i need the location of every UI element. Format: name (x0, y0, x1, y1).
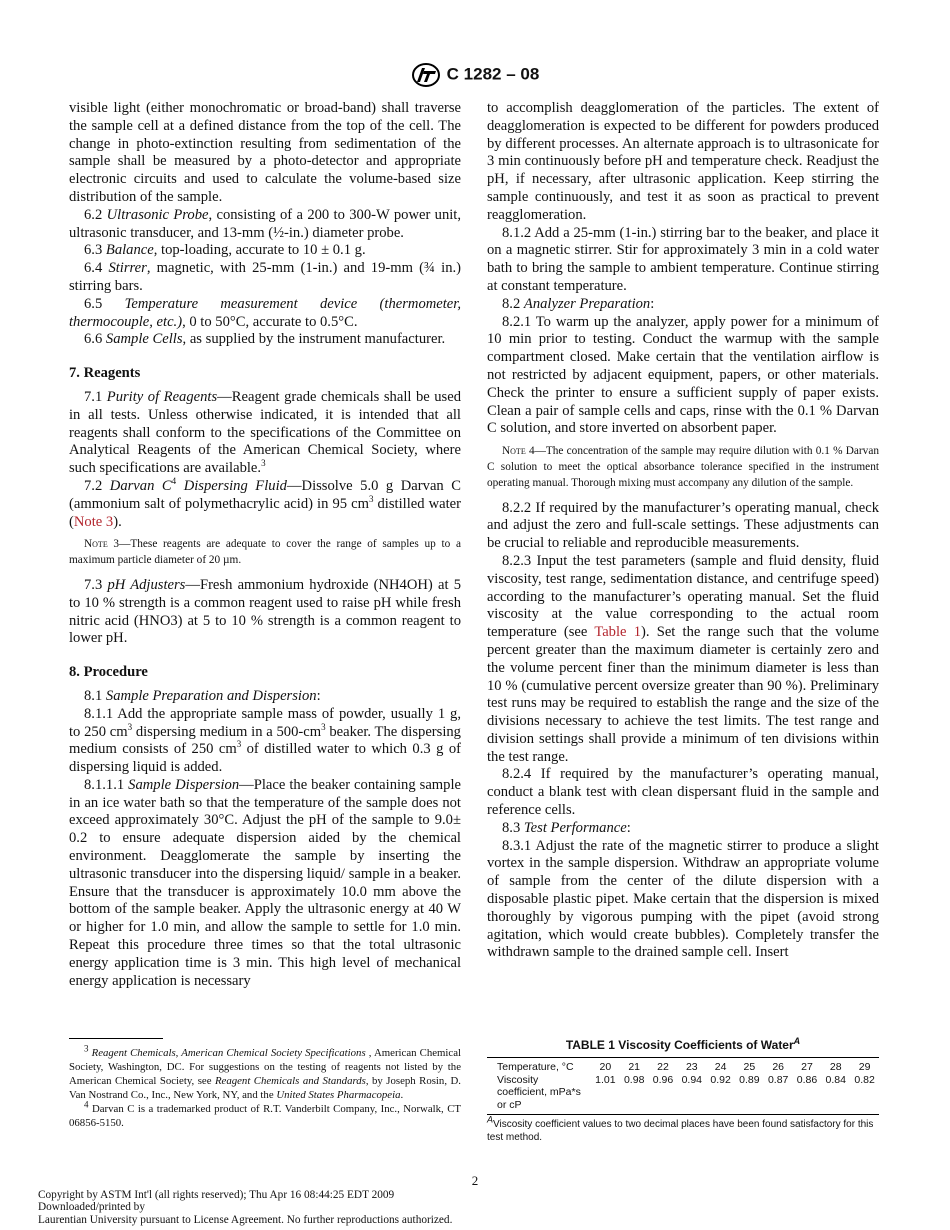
section-8-1-1-1: 8.1.1.1 Sample Dispersion—Place the beaker containing sample in an ice water bath so that the temperature of the sample does not exceed approximately 30°C. Adjust the pH of the sample to 9.0± 0.2 to ensure adequate dispersion aided by the chemical environment. Deagglomerate the sample by inserting the ultrasonic transducer into the dispersing liquid/ sample in a beaker. Ensure that the transducer is approximately 10.0 mm above the bottom of the sample beaker. Apply the ultrasonic energy at 40 W or higher for 1.0 min, and allow the sample to settle for 1.0 min. Repeat this procedure three times so that the total ultrasonic energy application time is 3 min. This high level of mechanical energy application is necessary (69, 776, 461, 989)
table-cell: 0.86 (796, 1073, 818, 1086)
section-8-2: 8.2 Analyzer Preparation: (502, 295, 655, 312)
table-cell: 25 (743, 1061, 756, 1073)
table-cell: 0.94 (681, 1073, 702, 1086)
standard-designation: C 1282 – 08 (446, 64, 540, 84)
left-column (69, 100, 461, 990)
section-8-2-3: 8.2.3 Input the test parameters (sample and fluid density, fluid viscosity, test range, sedimentation distance, and centrifuge speed) according to the manufacturer’s operating manual. Set the fluid viscosity at the value corresponding to the actual room temperature (see Table 1). Set the range such that the volume percent greater than the maximum diameter is certainly zero and the volume percent finer than the minimum diameter is less than 10 % (cumulative percent oversize greater than 90 %). Preliminary test runs may be required to establish the range and the size of the divisions necessary to achieve the test limits. The test range and division settings shall provide a minimum of ten divisions within the test range. (487, 552, 880, 765)
table-1 (487, 1038, 879, 1144)
table-cell: 22 (657, 1061, 669, 1073)
section-8-2-4: 8.2.4 If required by the manufacturer’s operating manual, conduct a blank test with clean dispersant fluid in the sample and reference cells. (487, 766, 879, 819)
section-8-3-1: 8.3.1 Adjust the rate of the magnetic stirrer to produce a slight vortex in the sample dispersion. Withdraw an appropriate volume of sample from the center of the dilute dispersion with a disposable plastic pipet. Make certain that the dispersion is mixed thoroughly by vigorous pumping with the pipet (avoid strong agitation, which would create bubbles). Completely transfer the withdrawn sample to the drained sample cell. Insert (487, 837, 879, 961)
table-cell: 1.01 (595, 1073, 616, 1086)
table-footnote: $^A$Viscosity coefficient values to two decimal places have been found satisfactory for this test method. (487, 1114, 874, 1143)
table-cell: 24 (714, 1061, 727, 1073)
right-column (487, 100, 879, 962)
section-8-1: 8.1 Sample Preparation and Dispersion: (84, 687, 321, 704)
note-4: Note 4—The concentration of the sample may require dilution with 0.1 % Darvan C solution to meet the optical absorbance tolerance specified in the instrument operating manual. Thorough mixing must accompany any dilution of the sample. (487, 445, 879, 489)
note-3-link[interactable]: Note 3 (73, 513, 114, 530)
table-cell: 26 (772, 1061, 785, 1073)
section-8-3: 8.3 Test Performance: (502, 819, 631, 836)
table-cell: 0.89 (739, 1073, 760, 1086)
table-cell: 23 (685, 1061, 698, 1073)
section-8-2-2: 8.2.2 If required by the manufacturer’s operating manual, check and adjust the zero and full-scale settings. These adjustments can be crucial to reliable and reproducible measurements. (487, 499, 879, 552)
table-cell: 28 (829, 1061, 842, 1073)
viscosity-table (487, 1057, 879, 1115)
paragraph: to accomplish deagglomeration of the particles. The extent of deagglomeration is expected to be different for powders produced by different processes. An alternate approach is to ultrasonicate for 3 min continuously before pH and temperature check. Readjust the pH, if necessary, after ultrasonic application. Keep stirring the sample continuously, and test it as soon as practical to prevent reagglomeration. (487, 100, 879, 223)
table-cell: 29 (858, 1061, 871, 1073)
section-6-6: 6.6 Sample Cells, as supplied by the instrument manufacturer. (84, 331, 446, 348)
table-cell: 0.84 (825, 1073, 846, 1086)
section-6-5: 6.5 Temperature measurement device (thermometer, thermocouple, etc.), 0 to 50°C, accurate to 0.5°C. (69, 295, 461, 330)
table-row-viscosity (487, 1074, 879, 1115)
footnote-4: $^4$ Darvan C is a trademarked product of R.T. Vanderbilt Company, Inc., Norwalk, CT 06856-5150. (69, 1099, 461, 1130)
section-heading-procedure: 8. Procedure (69, 664, 148, 681)
table-cell: 20 (599, 1061, 612, 1073)
section-7-1: 7.1 Purity of Reagents—Reagent grade chemicals shall be used in all tests. Unless otherwise indicated, it is intended that all reagents shall conform to the specifications of the Committee on Analytical Reagents of the American Chemical Society, where such specifications are available.$^3$ (69, 388, 462, 477)
row-label: Viscosity coefficient, mPa*s or cP (497, 1073, 581, 1111)
section-heading-reagents: 7. Reagents (69, 365, 141, 382)
table-cell: 21 (628, 1061, 641, 1073)
table-cell: 0.98 (623, 1073, 645, 1086)
table-cell: 27 (801, 1061, 813, 1073)
page-number: 2 (471, 1173, 479, 1188)
section-7-2: 7.2 Darvan $C^4$ Dispersing Fluid—Dissolve 5.0 g Darvan C (ammonium salt of polymethacrylic acid) in 95 $cm^3$ distilled water (Note 3). (69, 476, 461, 530)
section-8-2-1: 8.2.1 To warm up the analyzer, apply power for a minimum of 10 min prior to testing. Conduct the warmup with the sample compartment closed. Make certain that the ventilation airflow is not restricted by adjacent equipment, papers, or other materials. Check the printer to ensure a sufficient supply of paper exists. Clean a pair of sample cells and caps, rinse with the 0.1 % Darvan C solution, and store inverted on absorbent paper. (487, 313, 879, 437)
astm-logo-icon (411, 62, 441, 88)
section-7-3: 7.3 pH Adjusters—Fresh ammonium hydroxide (NH4OH) at 5 to 10 % strength is a common reagent used to raise pH while fresh nitric acid (HNO3) at 5 to 10 % strength is a common reagent to lower pH. (69, 576, 462, 647)
copyright-notice: Copyright by ASTM Int'l (all rights reserved); Thu Apr 16 08:44:25 EDT 2009 Downloaded/printed by Laurentian University pursuant to License Agreement. No further reproductions authorized. (38, 1189, 453, 1226)
footnote-3: $^3$ Reagent Chemicals, American Chemical Society Specifications , American Chemical Society, Washington, DC. For suggestions on the testing of reagents not listed by the American Chemical Society, see Reagent Chemicals and Standards, by Joseph Rosin, D. Van Nostrand Co., Inc., New York, NY, and the United States Pharmacopeia. (69, 1043, 462, 1102)
section-6-4: 6.4 Stirrer, magnetic, with 25-mm (1-in.) and 19-mm (¾ in.) stirring bars. (69, 260, 462, 294)
table-row-temperature (487, 1058, 879, 1074)
section-6-3: 6.3 Balance, top-loading, accurate to 10 ± 0.1 g. (84, 242, 366, 259)
table-title: TABLE 1 Viscosity Coefficients of Water$^A$ (565, 1036, 801, 1052)
section-8-1-2: 8.1.2 Add a 25-mm (1-in.) stirring bar to the beaker, and place it on a magnetic stirrer. Stir for approximately 3 min in a cold water bath to bring the sample to ambient temperature. Continue stirring at constant temperature. (487, 224, 879, 294)
table-1-link[interactable]: Table 1 (594, 624, 642, 641)
footnote-divider (69, 1038, 163, 1039)
note-3: Note 3—These reagents are adequate to cover the range of samples up to a maximum particle diameter of 20 µm. (69, 538, 461, 567)
footnotes (69, 1043, 462, 1131)
table-cell: 0.82 (854, 1073, 875, 1086)
table-cell: 0.87 (767, 1073, 789, 1086)
page-header (0, 62, 950, 88)
section-6-2: 6.2 Ultrasonic Probe, consisting of a 200 to 300-W power unit, ultrasonic transducer, and 13-mm (½-in.) diameter probe. (69, 206, 462, 241)
table-cell: 0.96 (652, 1073, 674, 1086)
paragraph: visible light (either monochromatic or broad-band) shall traverse the sample cell at a defined distance from the top of the cell. The change in photo-extinction resulting from sedimentation of the sample shall be measured by a photo-detector and appropriate electronic circuits and used to calculate the volume-based size distribution of the sample. (69, 100, 461, 205)
section-8-1-1: 8.1.1 Add the appropriate sample mass of powder, usually 1 g, to 250 $cm^3$ dispersing medium in a $500-cm^3$ beaker. The dispersing medium consists of 250 $cm^3$ of distilled water to which 0.3 g of dispersing liquid is added. (69, 705, 461, 776)
row-label: Temperature, °C (497, 1061, 574, 1073)
table-cell: 0.92 (710, 1073, 731, 1086)
